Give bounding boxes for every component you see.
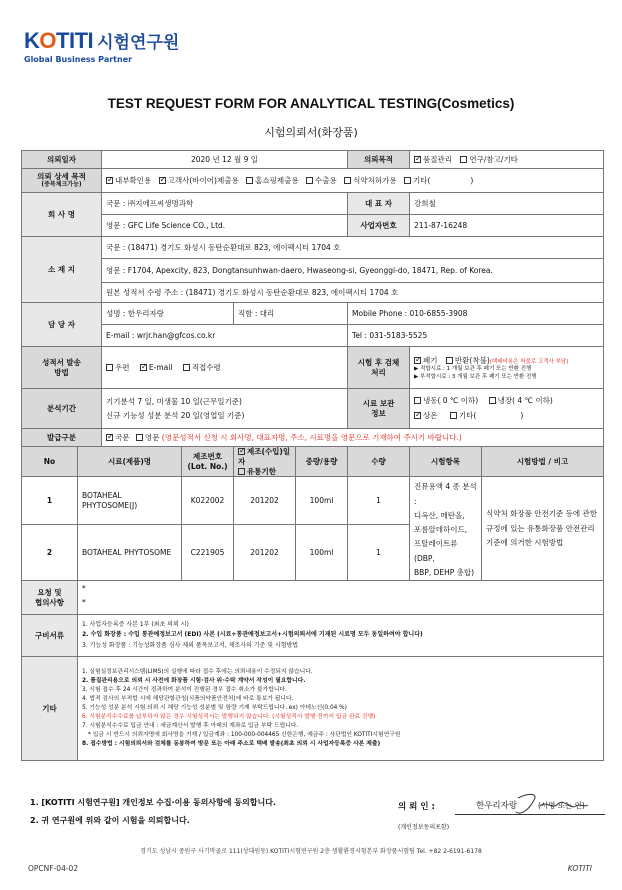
checkbox-dispose[interactable] bbox=[414, 357, 421, 364]
logo-subtitle: Global Business Partner bbox=[24, 55, 133, 64]
test-method[interactable]: 식약처 화장품 안전기준 등에 관한 규정에 있는 유통화장품 안전관리 기준에 의거한 시험방법 bbox=[482, 477, 604, 581]
documents-label: 구비서류 bbox=[22, 615, 78, 657]
checkbox-frozen[interactable] bbox=[414, 397, 421, 404]
col-method: 시험방법 / 비고 bbox=[482, 447, 604, 477]
after-test-label: 시험 후 검체 처리 bbox=[348, 347, 410, 389]
etc-label: 기타 bbox=[22, 657, 78, 761]
institute-address: 경기도 성남시 중원구 사기막골로 111(상대원동) KOTITI시험연구원 2층 생활환경시험본부 화장품시험팀 Tel. +82 2-6191-6178 bbox=[140, 848, 482, 855]
sample-2-qty[interactable]: 100ml bbox=[296, 525, 348, 581]
sample-1-no: 1 bbox=[22, 477, 78, 525]
manager-name[interactable]: 성명 : 한우리자랑 bbox=[102, 303, 234, 325]
checkbox-expiry[interactable] bbox=[238, 468, 245, 475]
checkbox-korean[interactable] bbox=[106, 434, 113, 441]
period-label: 분석기간 bbox=[22, 389, 102, 429]
address-english[interactable]: 영문 : F1704, Apexcity, 823, Dongtansunhwan-daero, Hwaseong-si, Gyeonggi-do, 18471, Rep. of Korea. bbox=[102, 259, 604, 283]
address-label: 소 재 지 bbox=[22, 237, 102, 303]
manager-title[interactable]: 직함 : 대리 bbox=[234, 303, 348, 325]
signature-note: (서명 또는 인) bbox=[538, 801, 585, 810]
checkbox-buyer[interactable] bbox=[159, 177, 166, 184]
period-value: 기기분석 7 일, 미생물 10 일(근무일기준) 신규 기능성 성분 분석 20 일(영업일 기준) bbox=[102, 389, 348, 429]
form-code: OPCNF-04-02 bbox=[28, 864, 79, 873]
report-method-options: 우편 ✓ E-mail 직접수령 bbox=[102, 347, 348, 389]
checkbox-other[interactable] bbox=[404, 177, 411, 184]
sample-2-no: 2 bbox=[22, 525, 78, 581]
company-korean[interactable]: 국문 : ㈜지에프씨생명과학 bbox=[102, 193, 348, 215]
footer-brand: KOTITI bbox=[567, 864, 592, 873]
request-statement: 2. 귀 연구원에 위와 같이 시험을 의뢰합니다. bbox=[30, 816, 190, 825]
sample-2-date[interactable]: 201202 bbox=[234, 525, 296, 581]
test-items[interactable]: 진뮤용액 4 종 분석 : 디옥산, 메탄올, 포름알데하이드, 프탈레이트류 (DBP, BBP, DEHP 총합) bbox=[410, 477, 482, 581]
manager-mobile[interactable]: Mobile Phone : 010-6855-3908 bbox=[348, 303, 604, 325]
cert-address[interactable]: 원본 성적서 수령 주소 : (18471) 경기도 화성시 동탄순환대로 823, 에이팩시티 1704 호 bbox=[102, 283, 604, 303]
checkbox-homeshopping[interactable] bbox=[246, 177, 253, 184]
manager-tel[interactable]: Tel : 031-5183-5525 bbox=[348, 325, 604, 347]
checkbox-return[interactable] bbox=[446, 357, 453, 364]
signer-name[interactable]: 한우리자랑 bbox=[476, 801, 518, 811]
logo-korean: 시험연구원 bbox=[97, 33, 180, 53]
request-date-label: 의뢰일자 bbox=[22, 151, 102, 169]
signer-sub-note: (개인정보동의포함) bbox=[398, 824, 450, 831]
sample-1-lot[interactable]: K022002 bbox=[182, 477, 234, 525]
sample-2-count[interactable]: 1 bbox=[348, 525, 410, 581]
col-test-items: 시험항목 bbox=[410, 447, 482, 477]
storage-label: 시료 보관 정보 bbox=[348, 389, 410, 429]
issue-label: 발급구분 bbox=[22, 429, 102, 447]
checkbox-pickup[interactable] bbox=[183, 364, 190, 371]
form-title-english: TEST REQUEST FORM FOR ANALYTICAL TESTING(Cosmetics) bbox=[107, 96, 515, 111]
sample-1-name[interactable]: BOTAHEAL PHYTOSOME(J) bbox=[78, 477, 182, 525]
ceo-label: 대 표 자 bbox=[348, 193, 410, 215]
request-date-value[interactable]: 2020 년 12 월 9 일 bbox=[102, 151, 348, 169]
checkbox-room-temp[interactable] bbox=[414, 412, 421, 419]
sample-1-date[interactable]: 201202 bbox=[234, 477, 296, 525]
bizno-label: 사업자번호 bbox=[348, 215, 410, 237]
signer-label: 의 뢰 인 : bbox=[398, 802, 435, 812]
checkbox-research[interactable] bbox=[460, 156, 467, 163]
col-sample-name: 시료(제품)명 bbox=[78, 447, 182, 477]
ceo-value[interactable]: 강희철 bbox=[410, 193, 604, 215]
report-method-label: 성적서 발송 방법 bbox=[22, 347, 102, 389]
kotiti-logo bbox=[24, 28, 179, 64]
checkbox-mfg-date[interactable] bbox=[238, 448, 245, 455]
after-test-options: ✓폐기 반환(착불)(택배비용은 착불로 고객사 부담) ▶ 적합시료 : 1 개월 보관 후 폐기 또는 반환 진행 ▶ 부적합시료 : 3 개월 보관 후 폐기 또는 반환 진행 bbox=[410, 347, 604, 389]
purpose-label: 의뢰목적 bbox=[348, 151, 410, 169]
checkbox-english[interactable] bbox=[136, 434, 143, 441]
col-qty: 중량/용량 bbox=[296, 447, 348, 477]
consent-statement: 1. [KOTITI 시험연구원] 개인정보 수집·이용 동의사항에 동의합니다. bbox=[30, 798, 276, 807]
request-notes-label: 요청 및 협의사항 bbox=[22, 581, 78, 615]
request-notes-value[interactable]: * * bbox=[78, 581, 604, 615]
request-form-table bbox=[21, 150, 604, 761]
checkbox-email[interactable] bbox=[140, 364, 147, 371]
checkbox-mail[interactable] bbox=[106, 364, 113, 371]
bizno-value[interactable]: 211-87-16248 bbox=[410, 215, 604, 237]
documents-list: 1. 사업자등록증 사본 1부 (최초 의뢰 시) 2. 수입 화장품 : 수입 통관예정보고서 (EDI) 사본 (시료+통관예정보고서+시험의뢰서에 기재된 시료명 모두 동일하여야 합니다) 3. 기능성 화장품 : 기능성화장품 심사 제외 품목보고서, 제조사의 기준 및 시험방법 bbox=[78, 615, 604, 657]
manager-email[interactable]: E-mail : wrjr.han@gfcos.co.kr bbox=[102, 325, 348, 347]
sample-1-count[interactable]: 1 bbox=[348, 477, 410, 525]
detail-purpose-label: 의뢰 상세 목적 (중복체크가능) bbox=[22, 169, 102, 193]
company-label: 회 사 명 bbox=[22, 193, 102, 237]
checkbox-storage-other[interactable] bbox=[450, 412, 457, 419]
etc-list: 1. 실험실정보관리시스템(LIMS)의 실행에 따라 접수 후에는 의뢰내용이 수정되지 않습니다. 2. 품질관리용으로 의뢰 시 사전에 화장품 시험·검사 위·수탁 계약서 작성이 필요합니다. 3. 시험 접수 후 24 시간이 경과하여 분석이 진행된 경우 접수 취소가 불가합니다. 4. 법적 검사의 부적합 시에 해당관할관청(식품의약품안전처)에 바로 통보가 됩니다. 5. 기능성 성분 분석 시험 의뢰 시 해당 기능성 성분별 및 함량 기재 부탁드립니다. ex) 아데노신(0.04 %) 6. 시험분석수수료를 납부하지 않은 경우 시험성적서는 발행되지 않습니다. (시험성적서 발행 전까지 입금 완료 진행) 7. 시험분석수수료 입금 안내 : 세금계산서 발행 후 아래의 계좌로 입금 부탁 드립니다. * 입금 시 반드시 의뢰자명에 회사명을 기재 / 입금계좌 : 100-000-004465 신한은행, 예금주 : 사단법인 KOTITI시험연구원 8. 접수방법 : 시험의뢰서와 검체를 동봉하여 방문 또는 아래 주소로 택배 발송(최초 의뢰 시 사업자등록증 사본 제출) bbox=[78, 657, 604, 761]
col-no: No bbox=[22, 447, 78, 477]
sample-2-lot[interactable]: C221905 bbox=[182, 525, 234, 581]
col-count: 수량 bbox=[348, 447, 410, 477]
logo-brand: KOTITI bbox=[24, 28, 94, 53]
checkbox-mfds[interactable] bbox=[344, 177, 351, 184]
checkbox-refrigerated[interactable] bbox=[489, 397, 496, 404]
checkbox-export[interactable] bbox=[306, 177, 313, 184]
storage-options: 냉동( 0 ℃ 이하) 냉장( 4 ℃ 이하) ✓상온 기타( ) bbox=[410, 389, 604, 429]
sample-1-qty[interactable]: 100ml bbox=[296, 477, 348, 525]
manager-label: 담 당 자 bbox=[22, 303, 102, 347]
sample-2-name[interactable]: BOTAHEAL PHYTOSOME bbox=[78, 525, 182, 581]
address-korean[interactable]: 국문 : (18471) 경기도 화성시 동탄순환대로 823, 에이팩시티 1704 호 bbox=[102, 237, 604, 259]
company-english[interactable]: 영문 : GFC Life Science CO., Ltd. bbox=[102, 215, 348, 237]
form-title-korean: 시험의뢰서(화장품) bbox=[264, 126, 358, 139]
col-lot: 제조번호 (Lot. No.) bbox=[182, 447, 234, 477]
signature-mark bbox=[510, 790, 590, 820]
issue-options: ✓ 국문 영문 (영문성적서 신청 시 회사명, 대표자명, 주소, 시료명을 영문으로 기재하여 주시기 바랍니다.) bbox=[102, 429, 604, 447]
purpose-options: ✓ 품질관리 연구/참고/기타 bbox=[410, 151, 604, 169]
checkbox-quality[interactable] bbox=[414, 156, 421, 163]
detail-purpose-options: ✓내부확인용 ✓ 고객사(바이어)제출용 홈쇼핑제출용 수출용 식약처허가용 기타( ) bbox=[102, 169, 604, 193]
col-dates: ✓제조(수입)일자 유통기한 bbox=[234, 447, 296, 477]
checkbox-internal[interactable] bbox=[106, 177, 113, 184]
